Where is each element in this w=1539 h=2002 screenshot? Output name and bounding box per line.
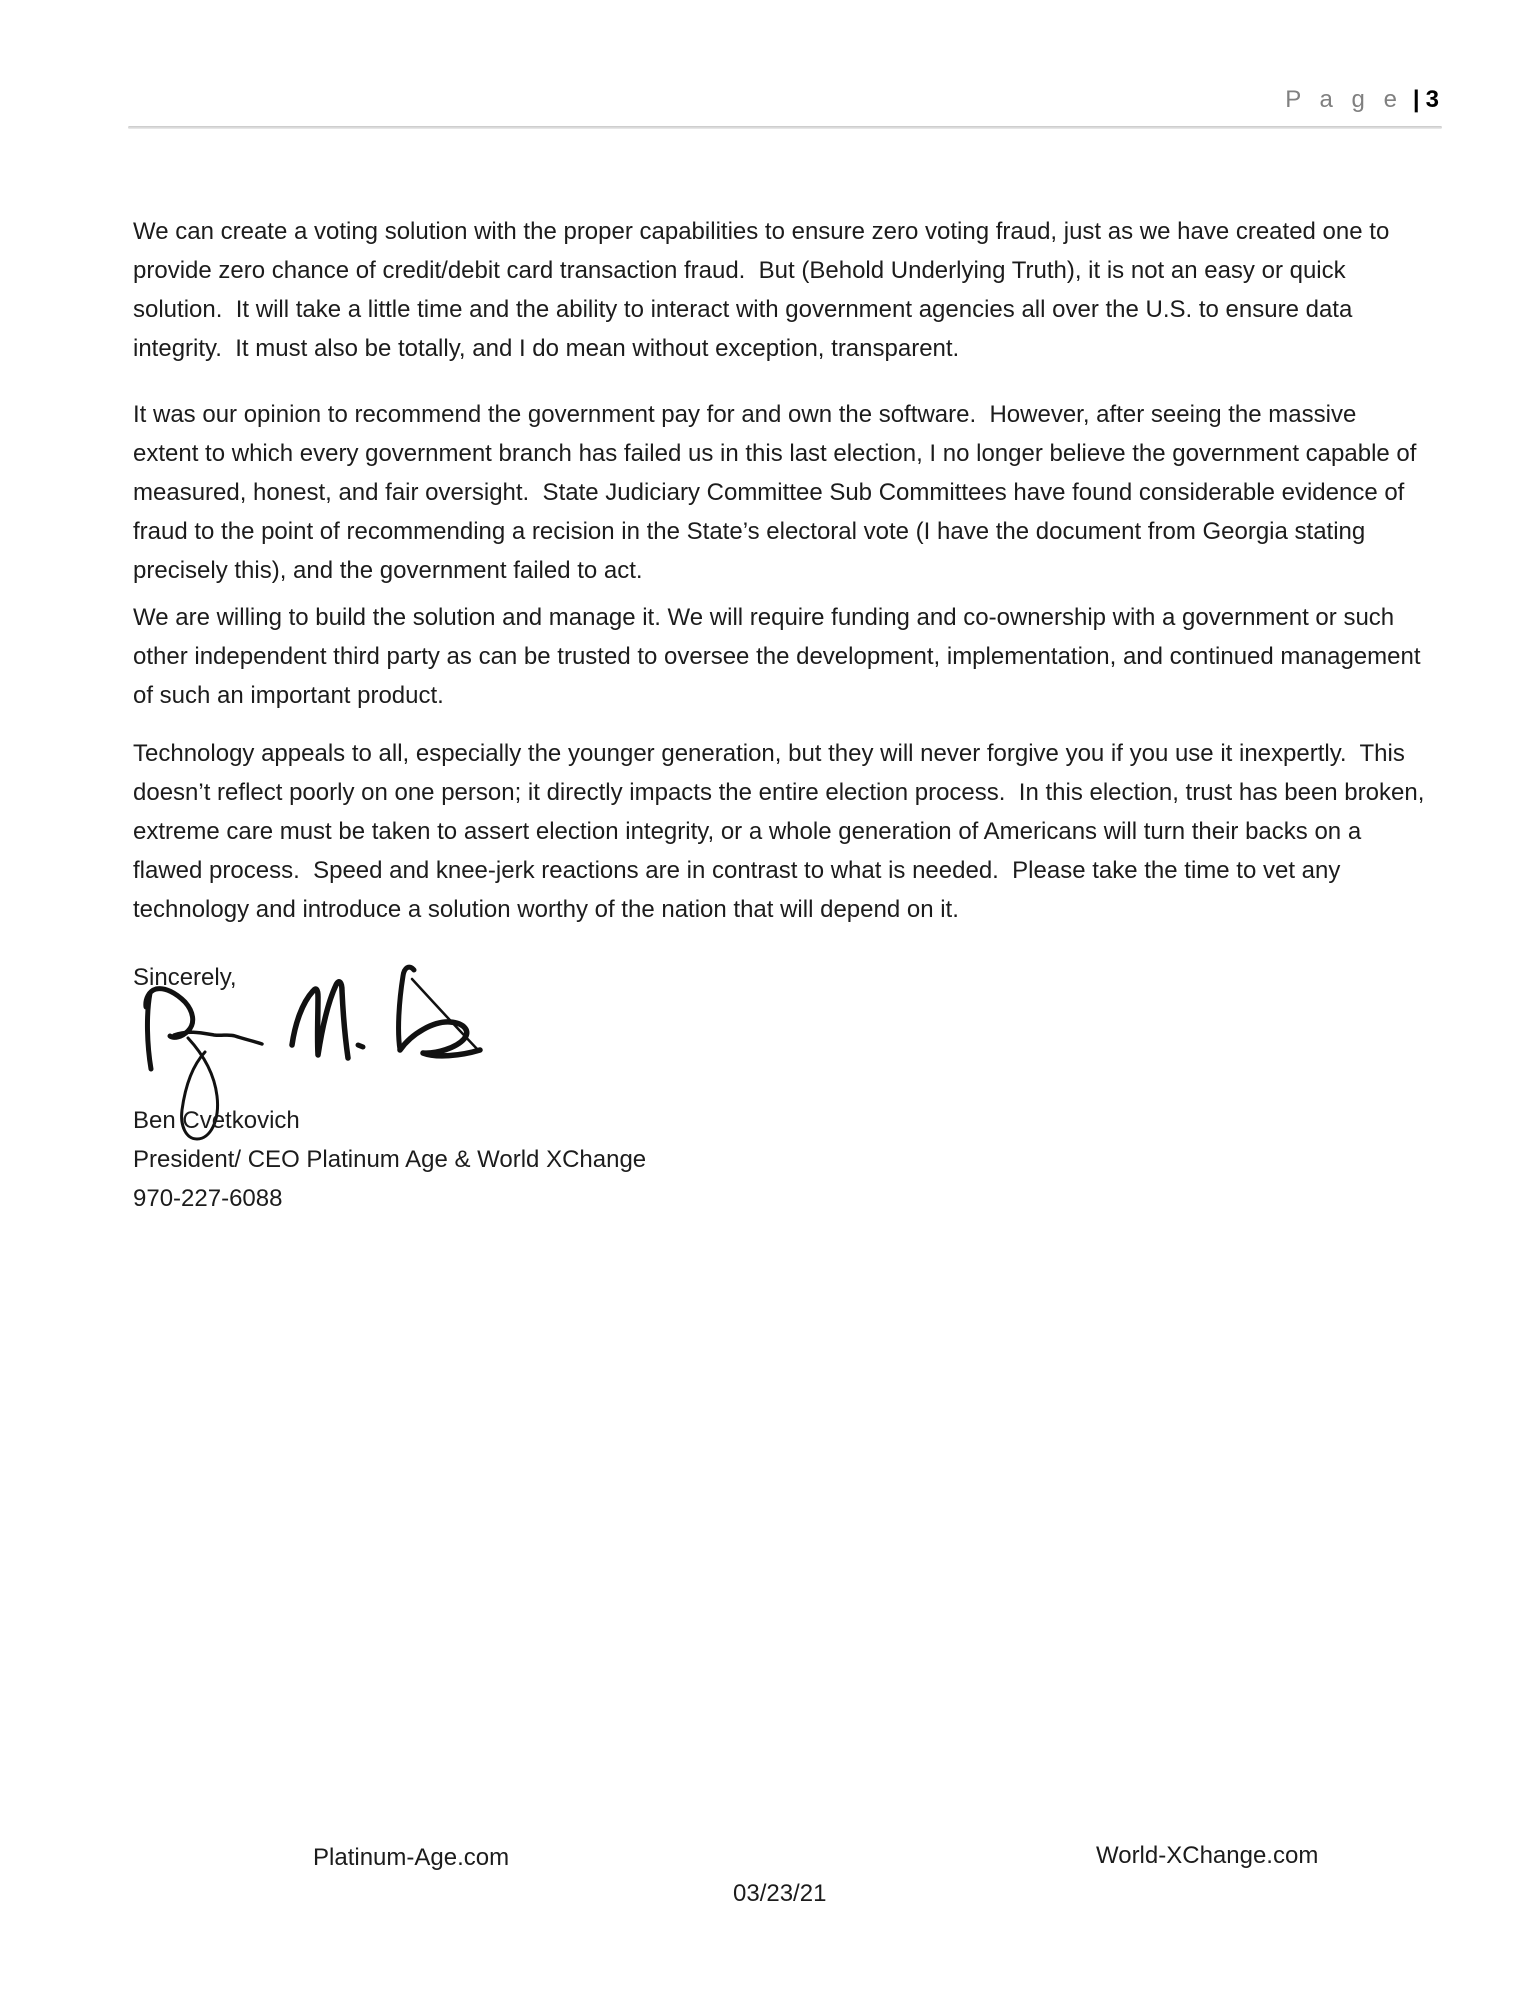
footer-left-site: Platinum-Age.com [313, 1844, 510, 1871]
signatory-phone: 970-227-6088 [133, 1185, 283, 1212]
body-paragraph-2: It was our opinion to recommend the government pay for and own the software. However, after seeing the massive extent to which every government branch has failed us in this last election, I no longer believe the government capable of measured, honest, and fair oversight. State Judiciary Committee Sub Committees have found considerable evidence of fraud to the point of recommending a recision in the State’s electoral vote (I have the document from Georgia stating precisely this), and the government failed to act. [133, 401, 1424, 584]
page-number-header [1285, 86, 1439, 114]
signatory-title: President/ CEO Platinum Age & World XChange [133, 1146, 647, 1173]
page-word-label: P a g e [1285, 86, 1403, 113]
body-paragraph-1: We can create a voting solution with the proper capabilities to ensure zero voting fraud, just as we have created one to provide zero chance of credit/debit card transaction fraud. But (Behold Underlying Truth), it is not an easy or quick solution. It will take a little time and the ability to interact with government agencies all over the U.S. to ensure data integrity. It must also be totally, and I do mean without exception, transparent. [133, 218, 1396, 362]
footer-date: 03/23/21 [733, 1880, 827, 1907]
page-number-value: 3 [1425, 86, 1439, 113]
signatory-block [133, 1101, 646, 1218]
page-number-bar: | [1412, 86, 1420, 113]
signatory-name: Ben Cvetkovich [133, 1107, 300, 1134]
body-paragraph-4: Technology appeals to all, especially the younger generation, but they will never forgive you if you use it inexpertly. This doesn’t reflect poorly on one person; it directly impacts the entire election process. In this election, trust has been broken, extreme care must be taken to assert election integrity, or a whole generation of Americans will turn their backs on a flawed process. Speed and knee-jerk reactions are in contrast to what is needed. Please take the time to vet any technology and introduce a solution worthy of the nation that will depend on it. [133, 740, 1432, 923]
body-paragraph-3: We are willing to build the solution and manage it. We will require funding and co-ownership with a government or such other independent third party as can be trusted to oversee the development, implementation, and continued management of such an important product. [133, 604, 1428, 709]
footer-right-site: World-XChange.com [1096, 1842, 1319, 1869]
salutation: Sincerely, [133, 964, 237, 991]
header-rule [128, 126, 1442, 129]
